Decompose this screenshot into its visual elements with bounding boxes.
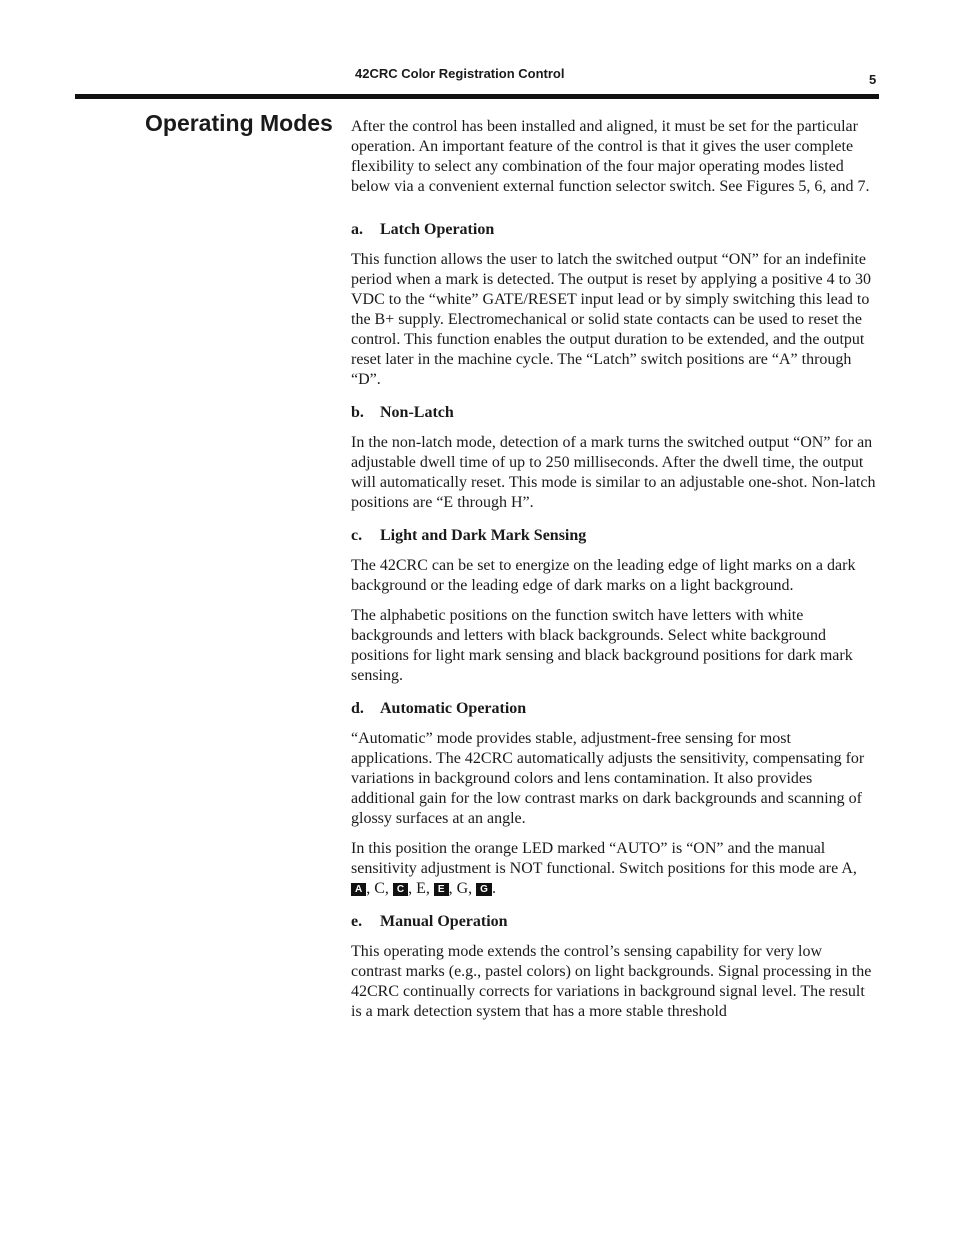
subsection-heading-nonlatch (351, 403, 876, 423)
latch-paragraph: This function allows the user to latch the switched output “ON” for an indefinite period when a mark is detected. The output is reset by applying a positive 4 to 30 VDC to the “white” GATE/RESET input lead or by simply switching this lead to the B+ supply. Electromechanical or solid state contacts can be used to reset the control. This function enables the output duration to be extended, and the output reset later in the machine cycle. The “Latch” switch positions are “A” through “D”. (351, 251, 872, 388)
running-header-title: 42CRC Color Registration Control (355, 66, 565, 81)
subsection-heading-manual (351, 912, 876, 932)
subsection-title: Latch Operation (380, 221, 495, 238)
section-title: Operating Modes (145, 110, 333, 136)
subsection-heading-automatic (351, 699, 876, 719)
subsection-heading-lightdark (351, 526, 876, 546)
intro-paragraph: After the control has been installed and aligned, it must be set for the particular operation. An important feature of the control is that it gives the user complete flexibility to select any combination of the four major operating modes listed below via a convenient external function selector switch. See Figures 5, 6, and 7. (351, 118, 870, 195)
subsection-letter: a. (351, 221, 363, 238)
manual-paragraph: This operating mode extends the control’s sensing capability for very low contrast marks (e.g., pastel colors) on light backgrounds. Signal processing in the 42CRC continually corrects for variations in background signal level. The result is a mark detection system that has a more stable threshold (351, 943, 872, 1020)
subsection-letter: d. (351, 700, 364, 717)
position-e-plain: E, (416, 880, 430, 897)
position-g-badge: G (476, 883, 492, 896)
automatic-paragraph-2: In this position the orange LED marked “AUTO” is “ON” and the manual sensitivity adjustment is NOT functional. Switch positions for this mode are A, A , C, C , E, E , G, G . (351, 840, 857, 897)
position-g-plain: G, (456, 880, 473, 897)
subsection-title: Non-Latch (380, 404, 454, 421)
automatic-paragraph-2-text: In this position the orange LED marked “AUTO” is “ON” and the manual sensitivity adjustment is NOT functional. Switch positions for this mode are (351, 840, 839, 877)
lightdark-paragraph-2: The alphabetic positions on the function switch have letters with white backgrounds and letters with black backgrounds. Select white background positions for light mark sensing and black background positions for dark mark sensing. (351, 607, 853, 684)
subsection-letter: e. (351, 913, 363, 930)
lightdark-paragraph-1: The 42CRC can be set to energize on the leading edge of light marks on a dark background or the leading edge of dark marks on a light background. (351, 557, 856, 594)
subsection-letter: b. (351, 404, 364, 421)
subsection-heading-latch (351, 220, 876, 240)
subsection-title: Manual Operation (380, 913, 508, 930)
page-number: 5 (869, 72, 877, 87)
position-a-badge: A (351, 883, 366, 896)
position-e-badge: E (434, 883, 449, 896)
header-rule (75, 94, 879, 99)
nonlatch-paragraph: In the non-latch mode, detection of a mark turns the switched output “ON” for an adjustable dwell time of up to 250 milliseconds. After the dwell time, the output will automatically reset. This mode is similar to an adjustable one-shot. Non-latch positions are “E through H”. (351, 434, 876, 511)
position-a-plain: A, (841, 860, 857, 877)
subsection-title: Automatic Operation (380, 700, 527, 717)
section-body (351, 117, 876, 1022)
automatic-paragraph-1: “Automatic” mode provides stable, adjustment-free sensing for most applications. The 42CRC automatically adjusts the sensitivity, compensating for variations in background colors and lens contamination. It also provides additional gain for the low contrast marks on dark backgrounds and scanning of glossy surfaces at an angle. (351, 730, 865, 827)
position-c-plain: C, (374, 880, 389, 897)
subsection-letter: c. (351, 527, 363, 544)
subsection-title: Light and Dark Mark Sensing (380, 527, 587, 544)
position-c-badge: C (393, 883, 408, 896)
